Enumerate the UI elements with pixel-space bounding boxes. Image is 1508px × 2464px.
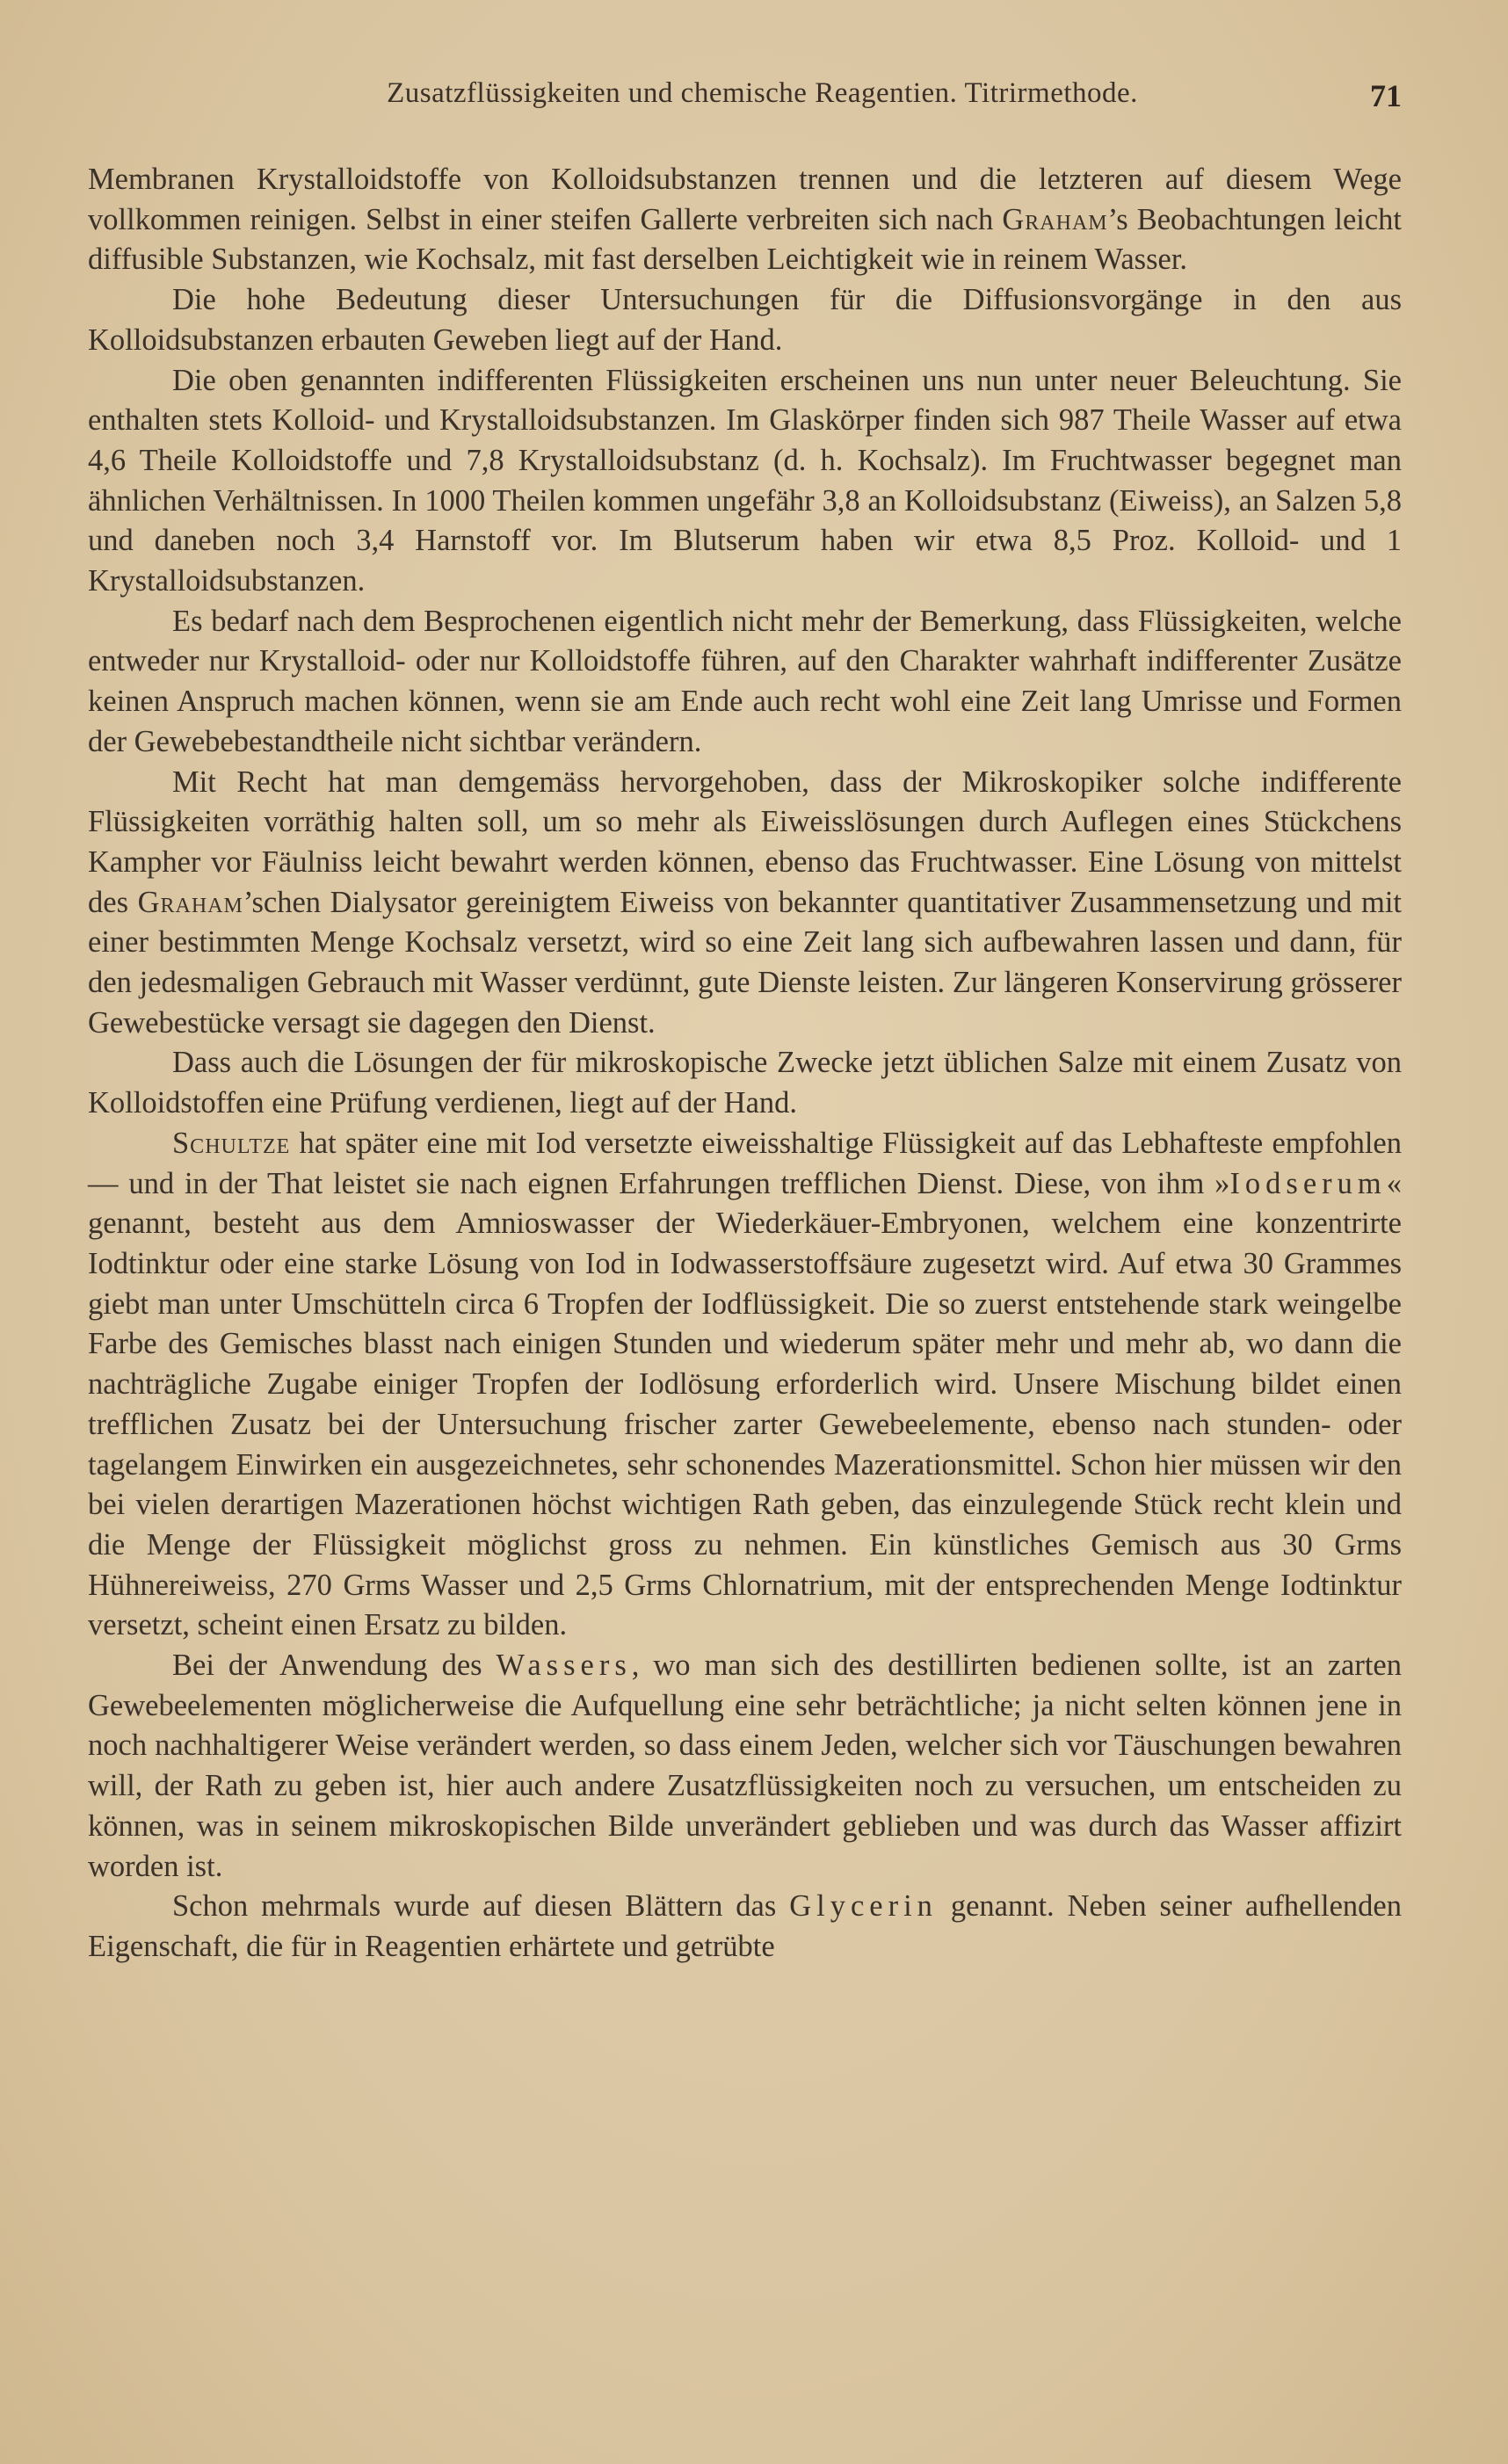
author-name: Schultze (172, 1126, 291, 1160)
paragraph (88, 280, 1402, 360)
text-run: ’schen Dialysator gereinigtem Eiweiss von bekannter quantitativer Zusammensetzung und mit einer bestimmten Menge Kochsalz versetzt, wird so eine Zeit lang sich aufbewahren lassen und dann, für den jedesmaligen Gebrauch mit Wasser verdünnt, gute Dienste leisten. Zur längeren Konservirung grösserer Gewebestücke versagt sie dagegen den Dienst. (88, 885, 1402, 1040)
text-run: Die oben genannten indifferenten Flüssigkeiten erscheinen uns nun unter neuer Beleuchtung. Sie enthalten stets Kolloid- und Krystalloidsubstanzen. Im Glaskörper finden sich 987 Theile Wasser auf etwa 4,6 Theile Kolloidstoffe und 7,8 Krystalloidsubstanz (d. h. Kochsalz). Im Fruchtwasser begegnet man ähnlichen Verhältnissen. In 1000 Theilen kommen ungefähr 3,8 an Kolloidsubstanz (Eiweiss), an Salzen 5,8 und daneben noch 3,4 Harnstoff vor. Im Blutserum haben wir etwa 8,5 Proz. Kolloid- und 1 Krystalloidsubstanzen. (88, 363, 1402, 598)
author-name: Graham (1002, 202, 1108, 236)
text-run: , wo man sich des destillirten bedienen sollte, ist an zarten Gewebeelementen möglicherweise die Aufquellung eine sehr beträchtliche; ja nicht selten können jene in noch nachhaltigerer Weise verändert werden, so dass einem Jeden, welcher sich vor Täuschungen bewahren will, der Rath zu geben ist, hier auch andere Zusatzflüssigkeiten noch zu versuchen, um entscheiden zu können, was in seinem mikroskopischen Bilde unverändert geblieben und was durch das Wasser affizirt worden ist. (88, 1649, 1402, 1883)
emphasized-term: Glycerin (789, 1889, 938, 1924)
paragraph (88, 763, 1402, 1044)
paragraph (88, 160, 1402, 280)
paragraph (88, 1887, 1402, 1967)
text-run: ’s Beobachtungen leicht diffusible Substanzen, wie Kochsalz, mit fast derselben Leichtigkeit wie in reinem Wasser. (88, 202, 1402, 277)
author-name: Graham (137, 885, 243, 919)
text-run: Membranen Krystalloidstoffe von Kolloidsubstanzen trennen und die letzteren auf diesem Wege vollkommen reinigen. Selbst in einer steifen Gallerte verbreiten sich nach (88, 163, 1402, 236)
text-run: genannt. Neben seiner aufhellenden Eigenschaft, die für in Reagentien erhärtete und getrübte (88, 1889, 1402, 1963)
text-run: Die hohe Bedeutung dieser Untersuchungen für die Diffusionsvorgänge in den aus Kolloidsubstanzen erbauten Geweben liegt auf der Hand. (88, 283, 1402, 357)
text-run: Mit Recht hat man demgemäss hervorgehoben, dass der Mikroskopiker solche indifferente Flüssigkeiten vorräthig halten soll, um so mehr als Eiweisslösungen durch Auflegen eines Stückchens Kampher vor Fäulniss leicht bewahrt werden können, ebenso das Fruchtwasser. Eine Lösung von mittelst des (88, 765, 1402, 919)
text-run: hat später eine mit Iod versetzte eiweisshaltige Flüssigkeit auf das Lebhafteste empfohlen — und in der That leistet sie nach eignen Erfahrungen trefflichen Dienst. Diese, von ihm » (88, 1126, 1402, 1200)
paragraph (88, 361, 1402, 602)
text-run: « genannt, besteht aus dem Amnioswasser der Wiederkäuer-Embryonen, welchem eine konzentrirte Iodtinktur oder eine starke Lösung von Iod in Iodwasserstoffsäure zugesetzt wird. Auf etwa 30 Grammes giebt man unter Umschütteln circa 6 Tropfen der Iodflüssigkeit. Die so zuerst entstehende stark weingelbe Farbe des Gemisches blasst nach einigen Stunden und wiederum später mehr und mehr ab, wo dann die nachträgliche Zugabe einiger Tropfen der Iodlösung erforderlich wird. Unsere Mischung bildet einen trefflichen Zusatz bei der Untersuchung frischer zarter Gewebeelemente, ebenso nach stunden- oder tagelangem Einwirken ein ausgezeichnetes, sehr schonendes Mazerationsmittel. Schon hier müssen wir den bei vielen derartigen Mazerationen höchst wichtigen Rath geben, das einzulegende Stück recht klein und die Menge der Flüssigkeit möglichst gross zu nehmen. Ein künstliches Gemisch aus 30 Grms Hühnereiweiss, 270 Grms Wasser und 2,5 Grms Chlornatrium, mit der entsprechenden Menge Iodtinktur versetzt, scheint einen Ersatz zu bilden. (88, 1166, 1402, 1642)
running-title: Zusatzflüssigkeiten und chemische Reagentien. Titrirmethode. (387, 77, 1138, 109)
text-run: Schon mehrmals wurde auf diesen Blättern das (172, 1889, 790, 1924)
emphasized-term: Wassers (496, 1649, 632, 1683)
paragraph (88, 602, 1402, 763)
page-number: 71 (1370, 78, 1402, 113)
text-run: Es bedarf nach dem Besprochenen eigentlich nicht mehr der Bemerkung, dass Flüssigkeiten, welche entweder nur Krystalloid- oder nur Kolloidstoffe führen, auf den Charakter wahrhaft indifferenter Zusätze keinen Anspruch machen können, wenn sie am Ende auch recht wohl eine Zeit lang Umrisse und Formen der Gewebebestandtheile nicht sichtbar verändern. (88, 604, 1402, 758)
paragraph (88, 1124, 1402, 1646)
text-run: Dass auch die Lösungen der für mikroskopische Zwecke jetzt üblichen Salze mit einem Zusatz von Kolloidstoffen eine Prüfung verdienen, liegt auf der Hand. (88, 1046, 1402, 1120)
paragraph (88, 1043, 1402, 1123)
text-run: Bei der Anwendung des (172, 1649, 497, 1683)
emphasized-term: Iodserum (1229, 1166, 1387, 1200)
body-text (88, 160, 1402, 1968)
paragraph (88, 1646, 1402, 1887)
running-head (88, 77, 1402, 121)
